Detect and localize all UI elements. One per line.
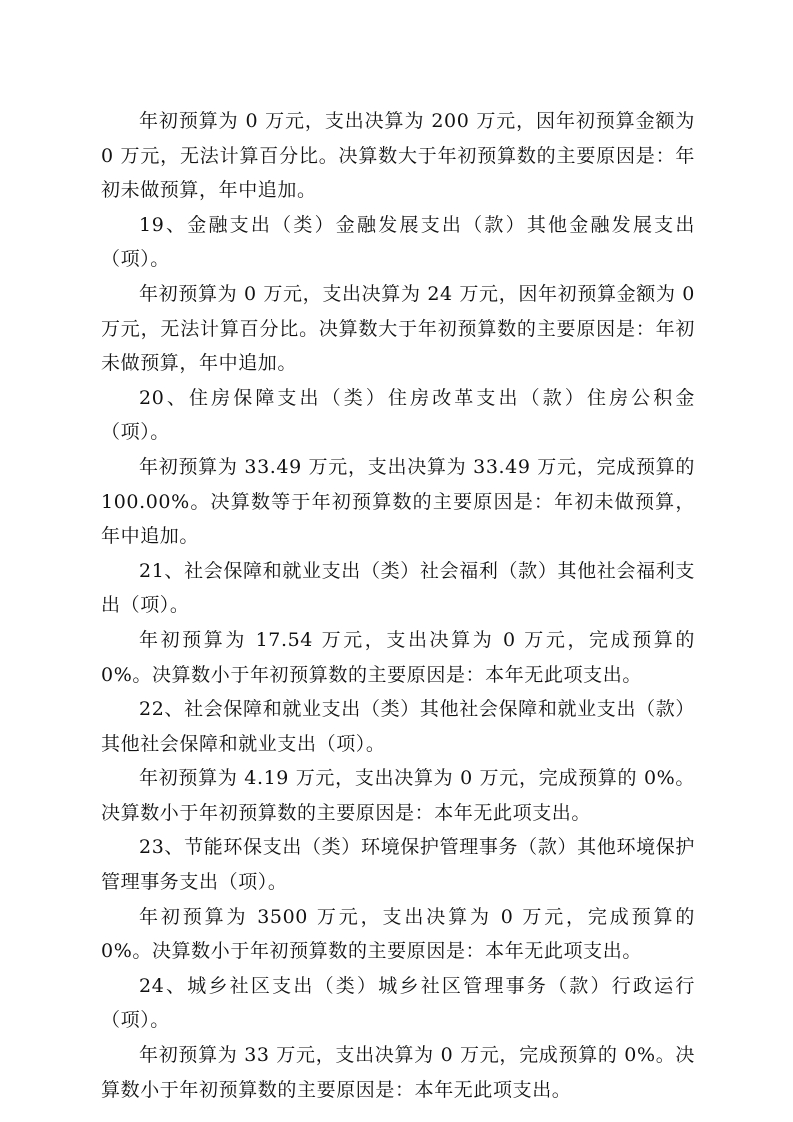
paragraph-budget-note: 年初预算为 3500 万元，支出决算为 0 万元，完成预算的 0%。决算数小于年初预算数的主要原因是：本年无此项支出。 [101,905,695,963]
paragraph-item-heading: 20、住房保障支出（类）住房改革支出（款）住房公积金（项）。 [101,386,695,444]
document-body [101,104,695,1107]
paragraph-item-heading: 19、金融支出（类）金融发展支出（款）其他金融发展支出（项）。 [101,213,695,271]
paragraph-item-heading: 21、社会保障和就业支出（类）社会福利（款）其他社会福利支出（项）。 [101,559,695,617]
paragraph-budget-note: 年初预算为 17.54 万元，支出决算为 0 万元，完成预算的 0%。决算数小于年初预算数的主要原因是：本年无此项支出。 [101,628,695,686]
paragraph-budget-note: 年初预算为 33 万元，支出决算为 0 万元，完成预算的 0%。决算数小于年初预算数的主要原因是：本年无此项支出。 [101,1044,695,1101]
paragraph-item-heading: 23、节能环保支出（类）环境保护管理事务（款）其他环境保护管理事务支出（项）。 [101,836,695,894]
paragraph-item-heading: 24、城乡社区支出（类）城乡社区管理事务（款）行政运行（项）。 [101,974,695,1032]
paragraph-budget-note: 年初预算为 0 万元，支出决算为 200 万元，因年初预算金额为 0 万元，无法计算百分比。决算数大于年初预算数的主要原因是：年初未做预算，年中追加。 [101,110,695,202]
paragraph-item-heading: 22、社会保障和就业支出（类）其他社会保障和就业支出（款）其他社会保障和就业支出（项）。 [101,698,695,755]
paragraph-budget-note: 年初预算为 33.49 万元，支出决算为 33.49 万元，完成预算的 100.00%。决算数等于年初预算数的主要原因是：年初未做预算，年中追加。 [101,455,695,548]
paragraph-budget-note: 年初预算为 4.19 万元，支出决算为 0 万元，完成预算的 0%。决算数小于年初预算数的主要原因是：本年无此项支出。 [101,767,695,824]
paragraph-budget-note: 年初预算为 0 万元，支出决算为 24 万元，因年初预算金额为 0 万元，无法计算百分比。决算数大于年初预算数的主要原因是：年初未做预算，年中追加。 [101,282,695,375]
